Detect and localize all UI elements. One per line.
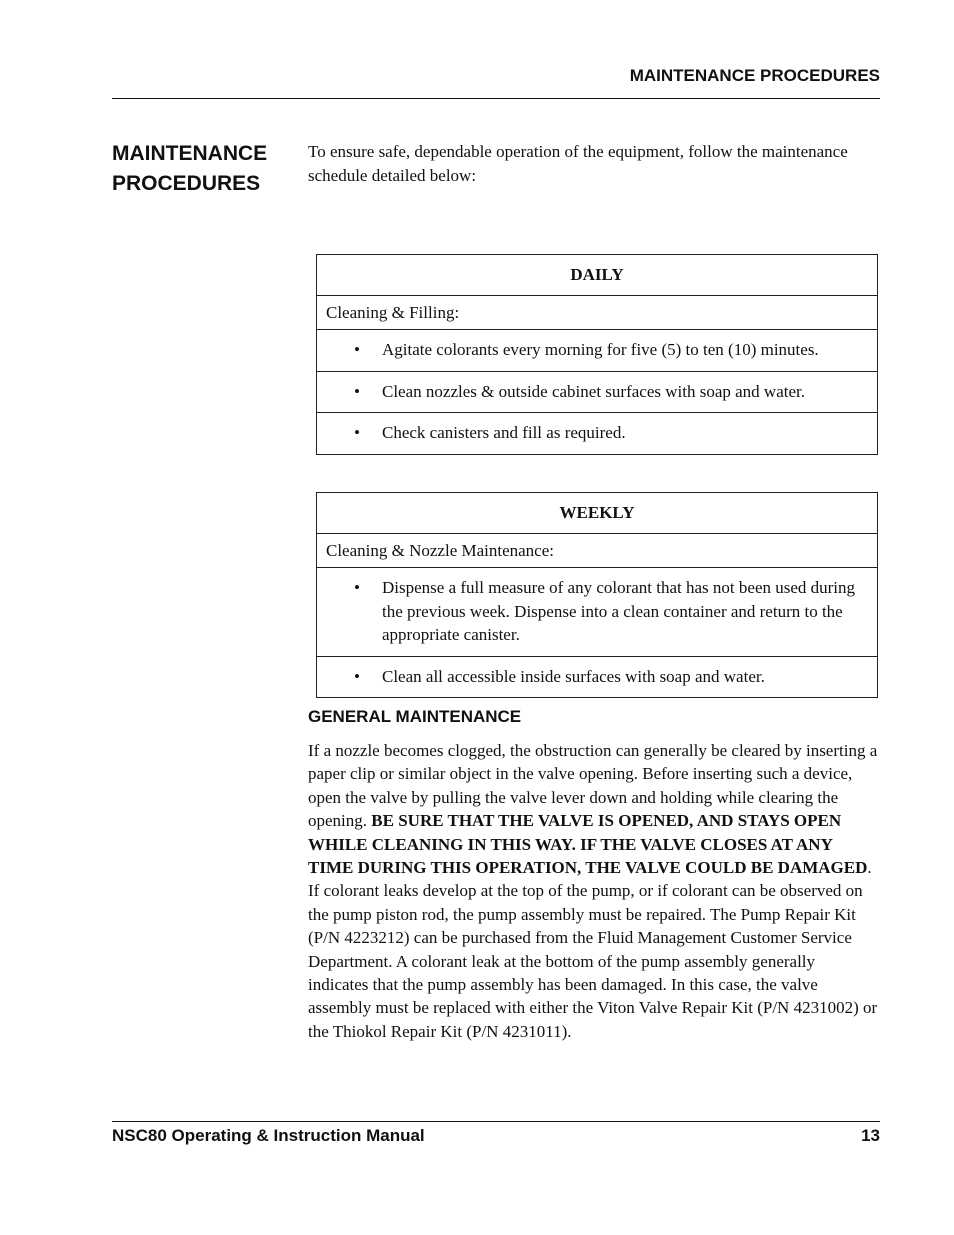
table-row xyxy=(317,493,878,534)
section-title-line1: MAINTENANCE xyxy=(112,142,268,165)
general-text-after: . If colorant leaks develop at the top of the pump, or if colorant can be observed on the pump piston rod, the pump assembly must be repaired. The Pump Repair Kit (P/N 4223212) can be purchased from the Fluid Management Customer Service Department. A colorant leak at the bottom of the pump assembly generally indicates that the pump assembly has been damaged. In this case, the valve assembly must be replaced with either the Viton Valve Repair Kit (P/N 4231002) or the Thiokol Repair Kit (P/N 4231011). xyxy=(308,858,878,1041)
section-title xyxy=(112,139,302,199)
section-title-line2: PROCEDURES xyxy=(112,172,261,195)
page-number: 13 xyxy=(861,1126,880,1145)
general-maintenance-paragraph xyxy=(308,739,878,1043)
daily-heading: DAILY xyxy=(317,255,878,296)
daily-schedule-table xyxy=(316,254,878,455)
intro-paragraph: To ensure safe, dependable operation of the equipment, follow the maintenance schedule detailed below: xyxy=(308,142,848,185)
daily-subheading: Cleaning & Filling: xyxy=(317,296,878,330)
header-rule xyxy=(112,98,880,99)
list-item xyxy=(317,330,877,371)
general-maintenance-heading: GENERAL MAINTENANCE xyxy=(308,707,522,726)
list-item-text: Check canisters and fill as required. xyxy=(382,423,626,442)
list-item-text: Dispense a full measure of any colorant that has not been used during the previous week. Dispense into a clean container and return to the appropriate canister. xyxy=(382,578,856,644)
bullet-icon: • xyxy=(354,578,360,597)
bullet-icon: • xyxy=(354,381,360,401)
table-row xyxy=(317,568,878,657)
list-item xyxy=(317,372,877,413)
list-item xyxy=(317,413,877,454)
table-row xyxy=(317,656,878,698)
list-item xyxy=(317,568,877,656)
general-warning: BE SURE THAT THE VALVE IS OPENED, AND STAYS OPEN WHILE CLEANING IN THIS WAY. IF THE VALVE CLOSES AT ANY TIME DURING THIS OPERATION, THE VALVE COULD BE DAMAGED xyxy=(308,811,868,878)
bullet-icon: • xyxy=(354,423,360,442)
list-item-text: Agitate colorants every morning for five (5) to ten (10) minutes. xyxy=(382,340,819,359)
bullet-icon: • xyxy=(354,340,360,359)
general-text-before: If a nozzle becomes clogged, the obstruction can generally be cleared by inserting a paper clip or similar object in the valve opening. Before inserting such a device, open the valve by pulling the valve lever down and holding while clearing the opening. xyxy=(308,741,878,831)
running-header: MAINTENANCE PROCEDURES xyxy=(629,66,880,85)
footer-rule xyxy=(112,1121,880,1122)
list-item-text: Clean all accessible inside surfaces with soap and water. xyxy=(382,666,765,686)
weekly-schedule-table xyxy=(316,492,878,698)
table-row xyxy=(317,255,878,296)
table-row xyxy=(317,413,878,455)
table-row xyxy=(317,296,878,330)
footer-manual-title: NSC80 Operating & Instruction Manual xyxy=(112,1126,425,1145)
bullet-icon: • xyxy=(354,666,360,686)
list-item xyxy=(317,657,877,698)
list-item-text: Clean nozzles & outside cabinet surfaces with soap and water. xyxy=(382,381,805,401)
table-row xyxy=(317,534,878,568)
weekly-subheading: Cleaning & Nozzle Maintenance: xyxy=(317,534,878,568)
weekly-heading: WEEKLY xyxy=(317,493,878,534)
table-row xyxy=(317,330,878,372)
table-row xyxy=(317,371,878,413)
